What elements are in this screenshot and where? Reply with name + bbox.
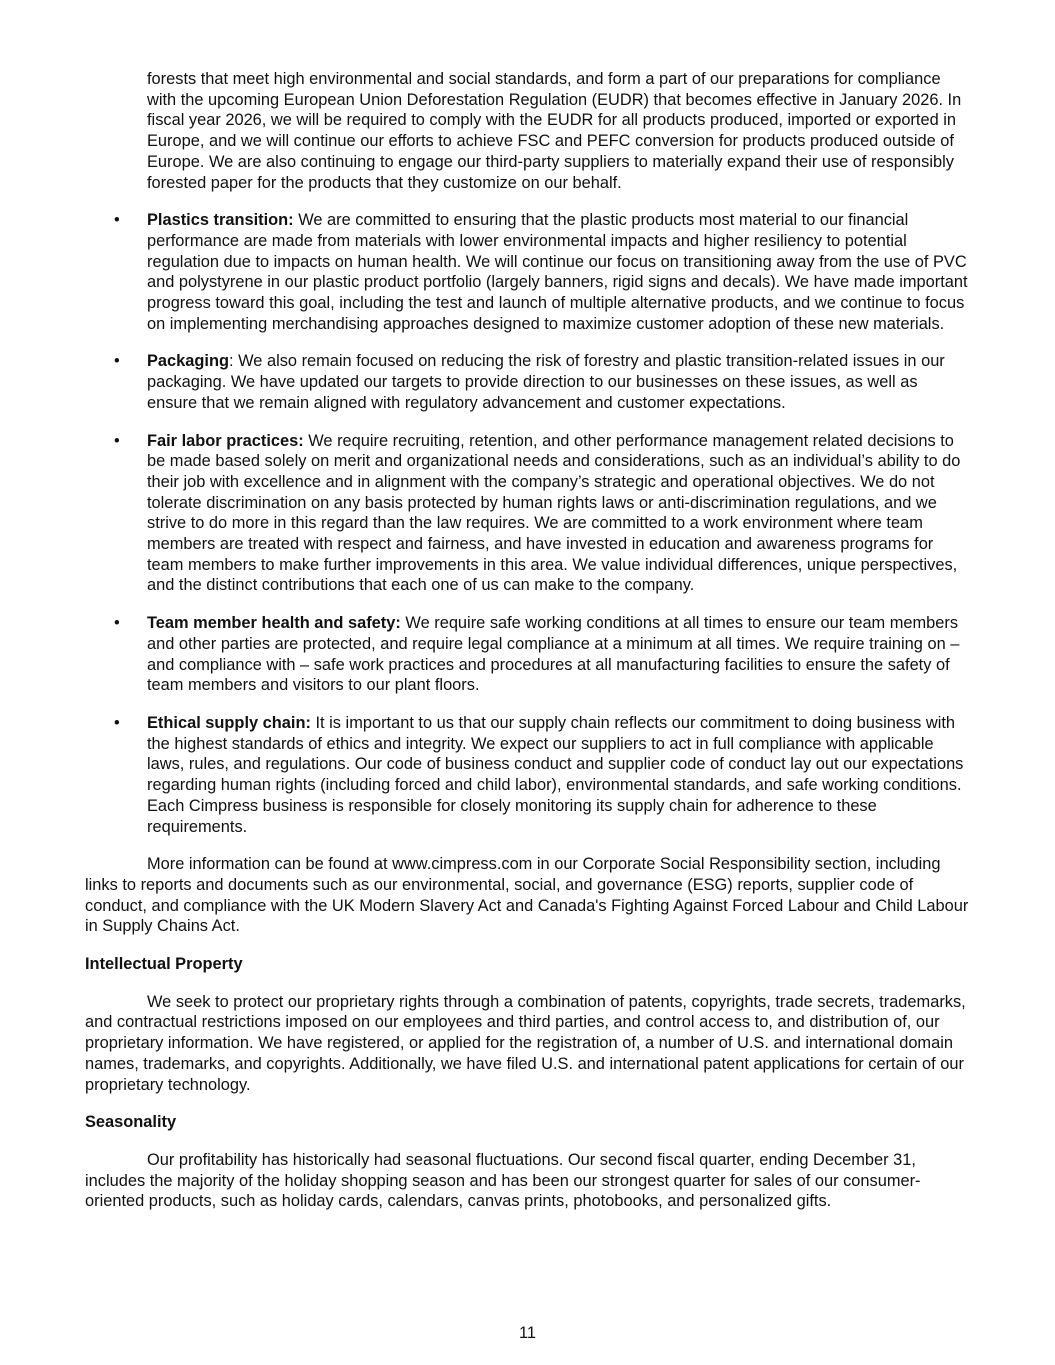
bullet-health-and-safety — [85, 613, 971, 696]
bullet-icon: • — [114, 713, 120, 732]
bullet-lead: Plastics transition: — [147, 211, 294, 230]
bullet-lead: Packaging — [147, 352, 229, 371]
document-body — [85, 69, 971, 1212]
more-info-paragraph: More information can be found at www.cimpress.com in our Corporate Social Responsibility section, including links to reports and documents such as our environmental, social, and governance (ESG) reports, supplier code of conduct, and compliance with the UK Modern Slavery Act and Canada's Fighting Against Forced Labour and Child Labour in Supply Chains Act. — [85, 855, 969, 936]
bullet-text: We are committed to ensuring that the plastic products most material to our financial performance are made from materials with lower environmental impacts and higher resiliency to potential regulation due to impacts on human health. We will continue our focus on transitioning away from the use of PVC and polystyrene in our plastic product portfolio (largely banners, rigid signs and decals). We have made important progress toward this goal, including the test and launch of multiple alternative products, and we continue to focus on implementing merchandising approaches designed to maximize customer adoption of these new materials. — [147, 211, 968, 333]
bullet-plastics-transition — [85, 210, 971, 334]
intro-continuation-paragraph: forests that meet high environmental and social standards, and form a part of our preparations for compliance with the upcoming European Union Deforestation Regulation (EUDR) that becomes effective in January 2026. In fiscal year 2026, we will be required to comply with the EUDR for all products produced, imported or exported in Europe, and we will continue our efforts to achieve FSC and PEFC conversion for products produced outside of Europe. We are also continuing to engage our third-party suppliers to materially expand their use of responsibly forested paper for the products that they customize on our behalf. — [147, 70, 962, 192]
page-number: 11 — [518, 1324, 536, 1342]
esg-bullet-list — [85, 210, 971, 837]
bullet-ethical-supply-chain — [85, 713, 971, 837]
bullet-icon: • — [114, 431, 120, 450]
seasonality-paragraph: Our profitability has historically had seasonal fluctuations. Our second fiscal quarter, ending December 31, includes the majority of the holiday shopping season and has been our strongest quarter for sales of our consumer-oriented products, such as holiday cards, calendars, canvas prints, photobooks, and personalized gifts. — [85, 1150, 921, 1211]
intellectual-property-heading: Intellectual Property — [85, 955, 243, 974]
bullet-text: It is important to us that our supply chain reflects our commitment to doing business with the highest standards of ethics and integrity. We expect our suppliers to act in full compliance with applicable laws, rules, and regulations. Our code of business conduct and supplier code of conduct lay out our expectations regarding human rights (including forced and child labor), environmental standards, and safe working conditions. Each Cimpress business is responsible for closely monitoring its supply chain for adherence to these requirements. — [147, 713, 964, 836]
bullet-lead: Fair labor practices: — [147, 431, 304, 450]
bullet-icon: • — [114, 614, 120, 633]
intellectual-property-paragraph: We seek to protect our proprietary rights through a combination of patents, copyrights, trade secrets, trademarks, and contractual restrictions imposed on our employees and third parties, and control access to, and distribution of, our proprietary information. We have registered, or applied for the registration of, a number of U.S. and international domain names, trademarks, and copyrights. Additionally, we have filed U.S. and international patent applications for certain of our proprietary technology. — [85, 992, 966, 1094]
bullet-text: We require recruiting, retention, and other performance management related decisions to be made based solely on merit and organizational needs and considerations, such as an individual’s ability to do their job with excellence and in alignment with the company’s strategic and operational objectives. We do not tolerate discrimination on any basis protected by human rights laws or anti-discrimination regulations, and we strive to do more in this regard than the law requires. We are committed to a work environment where team members are treated with respect and fairness, and have invested in education and awareness programs for team members to make further improvements in this area. We value individual differences, unique perspectives, and the distinct contributions that each one of us can make to the company. — [147, 431, 961, 595]
bullet-lead: Team member health and safety: — [147, 614, 401, 633]
bullet-icon: • — [114, 211, 120, 230]
bullet-fair-labor-practices — [85, 431, 971, 597]
seasonality-heading: Seasonality — [85, 1113, 177, 1132]
bullet-icon: • — [114, 352, 120, 371]
bullet-lead: Ethical supply chain: — [147, 713, 311, 732]
bullet-text: We require safe working conditions at all times to ensure our team members and other parties are protected, and require legal compliance at a minimum at all times. We require training on – and compliance with – safe work practices and procedures at all manufacturing facilities to ensure the safety of team members and visitors to our plant floors. — [147, 614, 960, 695]
bullet-packaging — [85, 351, 971, 413]
bullet-text: : We also remain focused on reducing the risk of forestry and plastic transition-related issues in our packaging. We have updated our targets to provide direction to our businesses on these issues, as well as ensure that we remain aligned with regulatory advancement and customer expectations. — [147, 352, 945, 412]
